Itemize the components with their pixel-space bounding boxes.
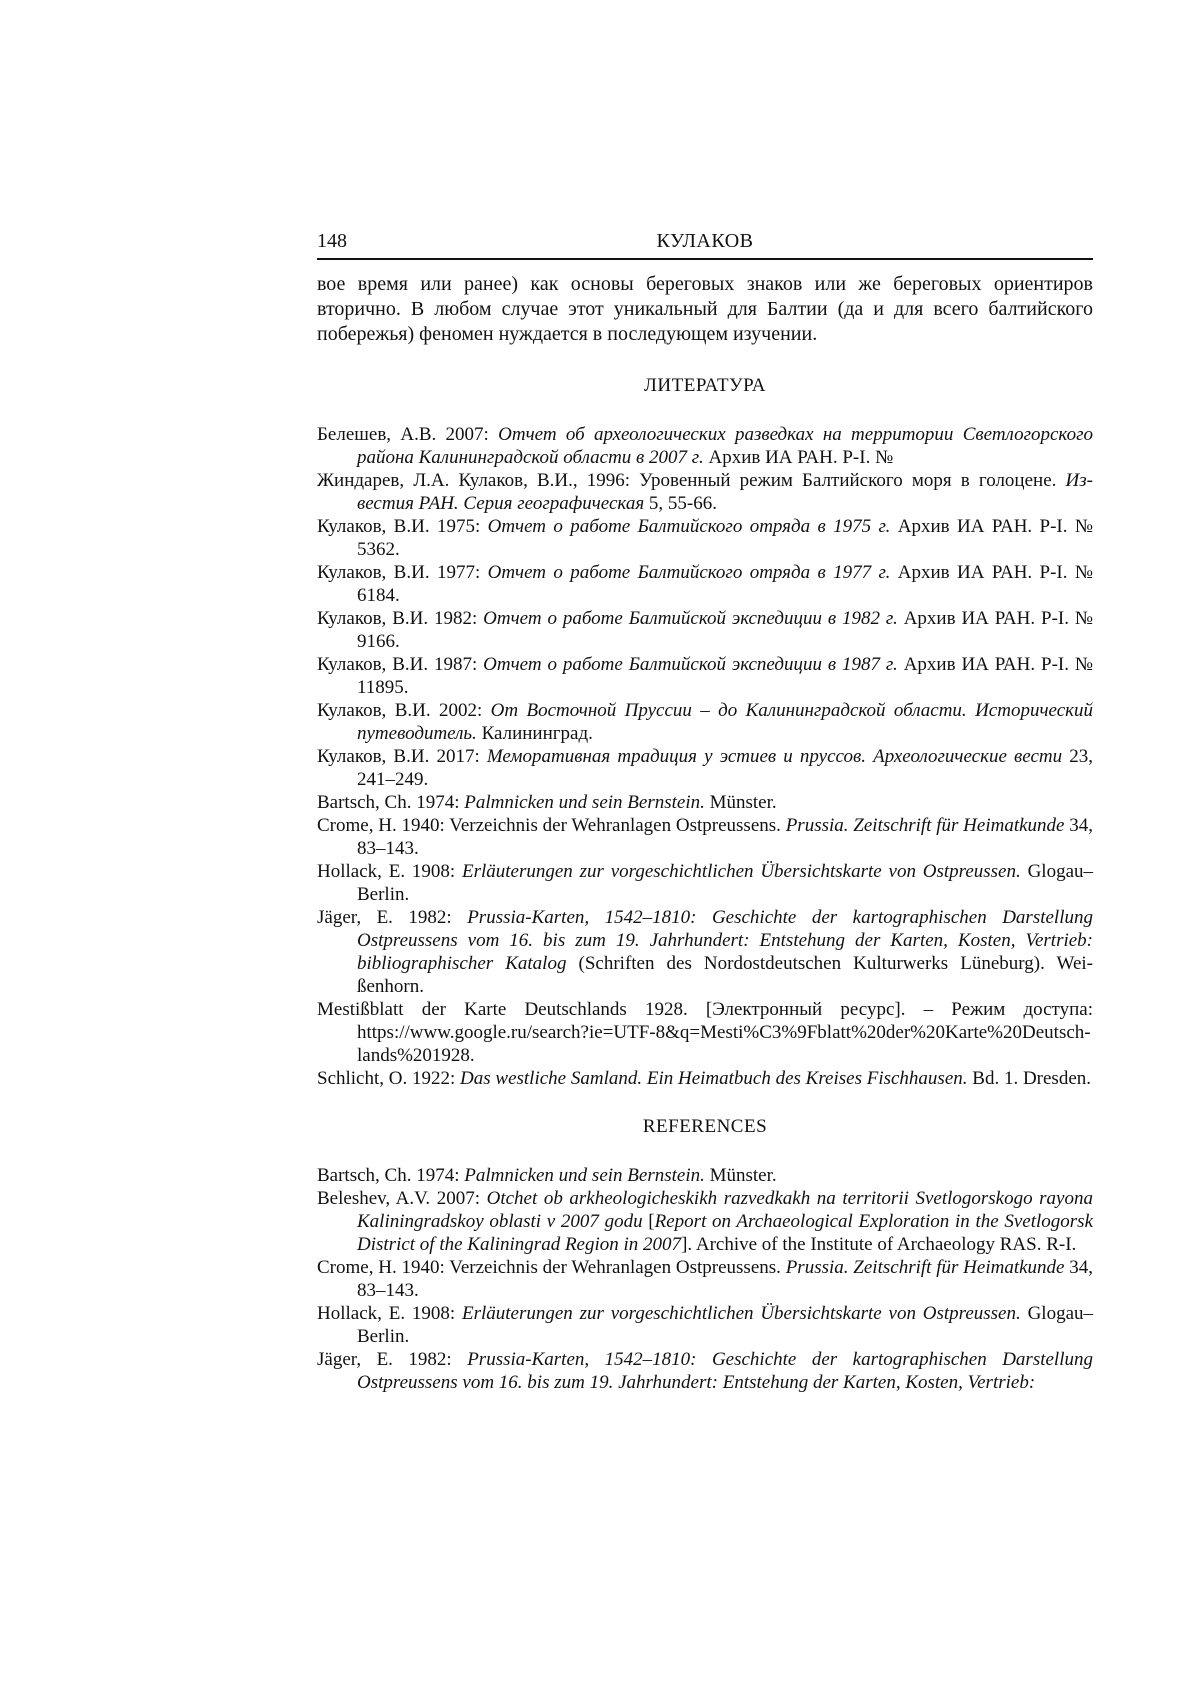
reference-entry xyxy=(317,561,1093,607)
reference-text: (Schriften des Nordostdeutschen Kulturwerks Lüneburg). Weißenhorn. xyxy=(357,953,1093,997)
reference-text: Bd. 1. Dresden. xyxy=(967,1068,1091,1089)
reference-entry xyxy=(317,814,1093,860)
literature-list xyxy=(317,423,1093,1090)
reference-text: Münster. xyxy=(704,1165,777,1186)
reference-entry xyxy=(317,998,1093,1067)
literature-heading: ЛИТЕРАТУРА xyxy=(644,375,766,396)
reference-text: Кулаков, В.И. 1977: xyxy=(317,562,488,583)
references-heading: REFERENCES xyxy=(642,1116,768,1137)
reference-text: Жиндарев, Л.А. Кулаков, В.И., 1996: Уровенный режим Балтийского моря в голоцене. xyxy=(317,470,1066,491)
reference-text: Белешев, А.В. 2007: xyxy=(317,424,499,445)
reference-title: Отчет об археологических разведках на территории Светлогорского района Калининградской области в 2007 г. xyxy=(357,424,1093,468)
reference-entry xyxy=(317,515,1093,561)
page-number: 148 xyxy=(317,230,347,252)
reference-title: Palmnicken und sein Bernstein. xyxy=(464,1165,705,1186)
reference-entry xyxy=(317,1348,1093,1394)
reference-text: [ xyxy=(642,1211,655,1232)
reference-text: Архив ИА РАН. Р-I. № 6184. xyxy=(357,562,1094,606)
reference-entry xyxy=(317,699,1093,745)
references-list xyxy=(317,1164,1093,1394)
reference-text: 5, 55-66. xyxy=(644,493,717,514)
page-header xyxy=(317,228,1093,260)
reference-title: Erläuterungen zur vorgeschichtlichen Übersichtskarte von Ostpreussen. xyxy=(461,861,1021,882)
reference-title: Prussia. Zeitschrift für Heimatkunde xyxy=(785,815,1065,836)
reference-text: Кулаков, В.И. 1982: xyxy=(317,608,484,629)
reference-entry xyxy=(317,469,1093,515)
reference-text: 34, 83–143. xyxy=(357,1257,1094,1301)
reference-entry xyxy=(317,1164,1093,1187)
reference-text: Hollack, E. 1908: xyxy=(317,861,462,882)
reference-title: Report on Archaeological Exploration in the Svetlogorsk District of the Kaliningrad Region in 2007 xyxy=(357,1211,1094,1255)
reference-text: Crome, H. 1940: Verzeichnis der Wehranlagen Ostpreussens. xyxy=(317,815,786,836)
reference-text: Münster. xyxy=(704,792,777,813)
reference-title: Меморативная традиция у эстиев и пруссов. Археологические вести xyxy=(486,746,1063,767)
reference-title: Prussia. Zeitschrift für Heimatkunde xyxy=(785,1257,1065,1278)
reference-entry xyxy=(317,607,1093,653)
reference-text: Кулаков, В.И. 1975: xyxy=(317,516,488,537)
reference-title: Prussia-Karten, 1542–1810: Geschichte der kartographischen Darstellung Ostpreussens vom 16. bis zum 19. Jahrhundert: Entstehung der Karten, Kosten, Vertrieb: bibliographischer Katalog xyxy=(357,907,1093,974)
reference-text: Mestißblatt der Karte Deutschlands 1928. [Электронный ресурс]. – Режим доступа: https://www.google.ru/search?ie=UTF-8&q=Mesti%C3%9Fblatt%20der%20Karte%20Deutschlands%201928. xyxy=(317,999,1093,1066)
reference-text: ]. Archive of the Institute of Archaeology RAS. R-I. xyxy=(681,1234,1077,1255)
reference-text: Bartsch, Ch. 1974: xyxy=(317,1165,465,1186)
reference-text: Калининград. xyxy=(476,723,593,744)
reference-title: Otchet ob arkheologicheskikh razvedkakh na territorii Svetlogorskogo rayona Kaliningradskoy oblasti v 2007 godu xyxy=(357,1188,1093,1232)
reference-text: Архив ИА РАН. Р-I. № 5362. xyxy=(357,516,1094,560)
reference-text: Schlicht, O. 1922: xyxy=(317,1068,461,1089)
reference-text: Beleshev, A.V. 2007: xyxy=(317,1188,487,1209)
reference-text: Crome, H. 1940: Verzeichnis der Wehranlagen Ostpreussens. xyxy=(317,1257,786,1278)
reference-title: Отчет о работе Балтийской экспедиции в 1982 г. xyxy=(483,608,898,629)
reference-text: Hollack, E. 1908: xyxy=(317,1303,462,1324)
reference-entry xyxy=(317,906,1093,998)
reference-title: Prussia-Karten, 1542–1810: Geschichte der kartographischen Darstellung Ostpreussens vom 16. bis zum 19. Jahrhundert: Entstehung der Karten, Kosten, Vertrieb: xyxy=(357,1349,1093,1393)
reference-text: Jäger, E. 1982: xyxy=(317,907,468,928)
reference-text: Архив ИА РАН. Р-I. № 11895. xyxy=(357,654,1094,698)
reference-entry xyxy=(317,1187,1093,1256)
reference-title: Отчет о работе Балтийской экспедиции в 1987 г. xyxy=(483,654,898,675)
reference-title: Отчет о работе Балтийского отряда в 1977 г. xyxy=(487,562,891,583)
reference-entry xyxy=(317,653,1093,699)
reference-text: Bartsch, Ch. 1974: xyxy=(317,792,465,813)
reference-text: Jäger, E. 1982: xyxy=(317,1349,468,1370)
reference-entry xyxy=(317,791,1093,814)
reference-title: От Восточной Пруссии – до Калининградской области. Исторический путеводитель. xyxy=(357,700,1094,744)
reference-text: Кулаков, В.И. 2002: xyxy=(317,700,491,721)
reference-text: 34, 83–143. xyxy=(357,815,1094,859)
reference-text: Архив ИА РАН. Р-I. № 9166. xyxy=(357,608,1094,652)
reference-entry xyxy=(317,860,1093,906)
reference-title: Известия РАН. Серия географическая xyxy=(357,470,1093,514)
reference-title: Das westliche Samland. Ein Heimatbuch des Kreises Fischhausen. xyxy=(460,1068,968,1089)
reference-title: Palmnicken und sein Bernstein. xyxy=(464,792,705,813)
reference-text: Кулаков, В.И. 2017: xyxy=(317,746,487,767)
reference-entry xyxy=(317,1256,1093,1302)
reference-text: Glogau–Berlin. xyxy=(357,861,1093,905)
body-paragraph: вое время или ранее) как основы береговых знаков или же береговых ориентиров вторично. В любом случае этот уникальный для Балтии (да и для всего балтийского побережья) феномен нуждается в последующем изучении. xyxy=(317,273,1093,345)
reference-text: Glogau–Berlin. xyxy=(357,1303,1093,1347)
page xyxy=(317,228,1093,1394)
reference-entry xyxy=(317,745,1093,791)
reference-text: 23, 241–249. xyxy=(357,746,1093,790)
reference-text: Архив ИА РАН. Р-I. № xyxy=(703,447,894,468)
running-title: КУЛАКОВ xyxy=(656,230,754,252)
reference-text: Кулаков, В.И. 1987: xyxy=(317,654,484,675)
reference-entry xyxy=(317,1067,1093,1090)
reference-title: Отчет о работе Балтийского отряда в 1975 г. xyxy=(487,516,891,537)
reference-entry xyxy=(317,423,1093,469)
reference-title: Erläuterungen zur vorgeschichtlichen Übersichtskarte von Ostpreussen. xyxy=(461,1303,1021,1324)
reference-entry xyxy=(317,1302,1093,1348)
